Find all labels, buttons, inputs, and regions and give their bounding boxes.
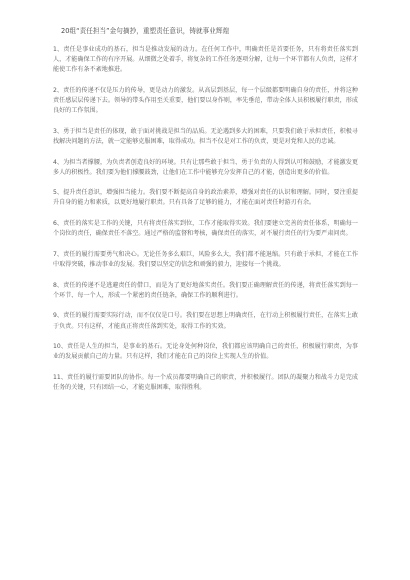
list-item: 2、责任的传递不仅是压力的传导，更是动力的激发。从高层到基层，每一个层级都要明确自身的责任，并将这种责任感层层传递下去。领导的带头作用至关重要，他们要以身作则，率先垂范，带动全体人员积极履行职责，形成良好的工作氛围。 <box>53 86 358 115</box>
item-list <box>53 45 358 393</box>
list-item: 1、责任是事业成功的基石，担当是推动发展的动力。在任何工作中，明确责任是首要任务，只有将责任落实到人，才能确保工作的有序开展。从细微之处着手，将复杂的工作任务逐项分解，让每一个环节都有人负责，这样才能使工作有条不紊地推进。 <box>53 46 358 74</box>
list-item: 3、勇于担当是责任的体现，敢于面对挑战是担当的品质。无论遇到多大的困难，只要我们敢于承担责任，积极寻找解决问题的方法，就一定能够克服困难，取得成功。担当不仅是对工作的负责，更是对党和人民的忠诚。 <box>53 127 358 145</box>
list-item: 11、责任的履行需要团队的协作。每一个成员都要明确自己的职责，并积极履行。团队的凝聚力和战斗力是完成任务的关键，只有团结一心，才能克服困难，取得胜利。 <box>53 374 358 392</box>
list-item: 4、为担当者撑腰，为负责者创造良好的环境。只有让那些敢于担当、勇于负责的人得到认可和鼓励，才能激发更多人的积极性。我们要为他们撑腰鼓劲，让他们在工作中能够充分发挥自己的才能，创造出更多的价值。 <box>53 158 358 176</box>
list-item: 7、责任的履行需要勇气和决心。无论任务多么艰巨，风险多么大，我们都不能退缩。只有敢于承担，才能在工作中取得突破，推动事业的发展。我们要以坚定的信念和顽强的毅力，迎接每一个挑战。 <box>53 250 358 268</box>
list-item: 9、责任的履行需要实际行动，而不仅仅是口号。我们要在思想上明确责任，在行动上积极履行责任，在落实上敢于负责。只有这样，才能真正将责任落到实处，取得工作的实效。 <box>53 312 358 330</box>
list-item: 8、责任的传递不是逃避责任的借口，而是为了更好地落实责任。我们要正确理解责任的传递，将责任落实到每一个环节、每一个人，形成一个紧密的责任链条，确保工作的顺利进行。 <box>53 281 358 299</box>
list-item: 6、责任的落实是工作的关键，只有将责任落实到位，工作才能取得实效。我们要建立完善的责任体系，明确每一个岗位的责任，确保责任不落空。通过严格的监督和考核，确保责任的落实，对不履行责任的行为要严肃问责。 <box>53 220 358 238</box>
list-item: 10、责任是人生的担当，是事业的基石。无论身处何种岗位，我们都应该明确自己的责任，积极履行职责，为事业的发展贡献自己的力量。只有这样，我们才能在自己的岗位上实现人生的价值。 <box>53 343 358 361</box>
document-title: 20组“责任担当”金句摘抄，重塑责任意识，铸就事业辉煌 <box>61 27 230 35</box>
list-item: 5、提升责任意识，增强担当能力。我们要不断提高自身的政治素养，增强对责任的认识和理解。同时，要注重提升自身的能力和素质，以更好地履行职责。只有具备了足够的能力，才能在面对责任时游刃有余。 <box>53 189 358 207</box>
